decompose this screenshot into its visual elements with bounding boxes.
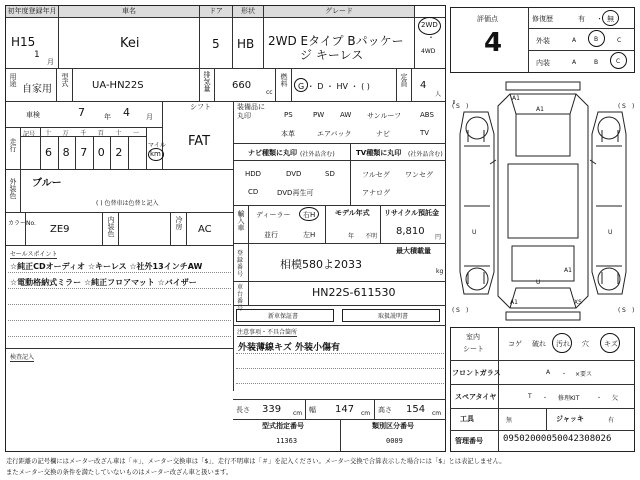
sales-line1: ☆純正CDオーディオ ☆キーレス ☆社外13インチAW: [10, 262, 203, 271]
width-value: 147: [335, 404, 355, 415]
shape-header: 形状: [233, 6, 263, 17]
repair-dot: ・: [596, 15, 603, 23]
drive-dot: ・: [427, 33, 435, 42]
ext-grade-c: C: [617, 37, 622, 44]
height-unit: cm: [432, 410, 442, 417]
height-label: 高さ: [378, 406, 392, 414]
navi-label: ナビ種類に丸印: [248, 149, 297, 157]
mileage-col-head: 十: [45, 130, 52, 137]
color-no-label: カラーNo.: [8, 220, 36, 227]
dmg-u-top: U: [472, 229, 477, 236]
type-no-label: 型式指定番号: [262, 422, 304, 430]
recycle-label: リサイクル預託金: [384, 209, 440, 217]
mgmt-label: 管理番号: [455, 437, 483, 445]
sales-line2: ☆電動格納式ミラー ☆純正フロアマット ☆バイザー: [10, 278, 197, 287]
tv-sub: (社外品含む): [408, 151, 443, 158]
displacement-value: 660: [232, 80, 252, 91]
svg-text:S: S: [456, 307, 460, 314]
footer-line1: 走行距離の記号欄にはメーター改ざん車は「＊」、メーター交換車は「$」、走行不明車は「＃」を記入ください。メーター交換で合算表示した場合には「$」とは表記しません。: [6, 458, 506, 465]
notes-label: 注意事項・不具合箇所: [237, 329, 298, 336]
capacity-unit: 人: [435, 91, 442, 98]
spare-dot1: ・: [542, 395, 549, 402]
model-year-unit: 年: [348, 233, 355, 240]
car-name-header: 車名: [59, 6, 199, 17]
inspection-year: 7: [78, 106, 85, 119]
int-grade-a: A: [572, 59, 577, 66]
front-glass-dot: ・: [561, 371, 568, 378]
model-label: 型式: [61, 73, 69, 87]
repair-label: 修復歴: [532, 15, 553, 23]
interior-color-label: 内装色: [107, 216, 115, 237]
room-sheet-label1: 室内: [466, 333, 480, 341]
tv-oneseg: ワンセグ: [405, 171, 433, 179]
front-glass-label: フロントガラス: [452, 369, 501, 377]
width-label: 幅: [309, 406, 316, 414]
shift-value: FAT: [188, 134, 211, 149]
dmg-xs: XS: [574, 299, 582, 306]
dmg-a1-bottom: A1: [510, 299, 518, 306]
svg-text:): ): [632, 103, 635, 110]
shift-label: シフト: [190, 103, 211, 111]
width-unit: cm: [361, 410, 371, 417]
room-item: コゲ: [508, 340, 522, 348]
first-reg-month-unit: 月: [47, 58, 54, 66]
equipment-item: ABS: [420, 111, 434, 119]
tools-value: 無: [506, 417, 513, 424]
room-item: 穴: [582, 340, 589, 348]
svg-text:S: S: [622, 103, 626, 110]
recycle-value: 8,810: [396, 226, 425, 237]
capacity-value: 4: [420, 80, 427, 91]
first-reg-era: H15: [11, 35, 36, 49]
dmg-a1-low: A1: [564, 267, 572, 274]
inspection-month: 4: [123, 106, 130, 119]
manual: 取扱説明書: [378, 313, 409, 320]
sales-label: セールスポイント: [10, 251, 58, 258]
color-no-value: ZE9: [50, 224, 70, 235]
room-item: キズ: [604, 340, 618, 348]
model-year-label: モデル年式: [335, 209, 370, 217]
equipment-label: 装備品に丸印: [237, 103, 265, 120]
reg-no-value: 相模580よ2033: [280, 258, 362, 271]
svg-text:): ): [466, 307, 469, 314]
equipment-item: 本革: [281, 130, 295, 138]
room-sheet-label2: シート: [463, 345, 484, 353]
dmg-a1-top: A1: [512, 95, 520, 102]
svg-text:S: S: [456, 103, 460, 110]
equipment-item: PS: [284, 111, 293, 119]
use-value: 自家用: [22, 84, 52, 95]
import-left-handle: 左H: [303, 231, 316, 239]
mileage-symbol-label: 記号: [23, 131, 36, 138]
cc-unit: cc: [266, 89, 273, 96]
exterior-color: ブルー: [32, 178, 62, 189]
dmg-u-bot: U: [536, 279, 541, 286]
score-label: 評価点: [477, 15, 498, 23]
model-year-unknown: 不明: [365, 233, 378, 240]
ext-grade-a: A: [572, 37, 577, 44]
repair-yes: 有: [578, 15, 585, 23]
mileage-label: 走行: [9, 138, 17, 152]
equipment-item: PW: [313, 111, 325, 119]
door-value: 5: [212, 37, 220, 51]
svg-text:): ): [632, 307, 635, 314]
drive-4wd: 4WD: [421, 48, 436, 55]
front-glass-x: ×要ス: [575, 371, 593, 378]
displacement-label: 排気量: [203, 71, 211, 92]
mileage-digit: 0: [97, 146, 105, 159]
first-reg-month: 1: [34, 50, 40, 60]
fuel-label: 燃料: [280, 73, 288, 87]
mileage-col-head: 万: [62, 130, 69, 137]
car-name-value: Kei: [120, 36, 140, 51]
navi-dvd-play: DVD再生可: [277, 189, 314, 197]
mileage-digit: 7: [80, 146, 88, 159]
equipment-item: AW: [340, 111, 352, 119]
mgmt-value: 09502000050042308026: [503, 434, 612, 444]
dmg-a1-mid: A1: [536, 106, 544, 113]
navi-dvd: DVD: [286, 170, 302, 178]
mileage-col-head: 十: [115, 130, 122, 137]
tv-fullseg: フルセグ: [362, 171, 390, 179]
svg-text:(: (: [618, 307, 621, 314]
mileage-unit-km: km: [150, 150, 161, 158]
svg-text:S: S: [622, 307, 626, 314]
inspection-label: 車検: [26, 111, 40, 119]
use-label: 用途: [9, 73, 17, 87]
room-item: 破れ: [532, 340, 546, 348]
max-load-label: 最大積載量: [396, 247, 431, 255]
navi-sub: (社外品含む): [300, 151, 335, 158]
svg-text:(: (: [452, 103, 455, 110]
mileage-col-head: 百: [97, 130, 104, 137]
car-damage-diagram: [450, 76, 636, 326]
svg-text:(: (: [618, 103, 621, 110]
mileage-digit: 6: [45, 146, 52, 159]
spare-lack: 欠: [612, 395, 619, 402]
int-grade-c: C: [616, 58, 621, 65]
exterior-note: ( ) 色替車は色替と記入: [96, 200, 159, 207]
shape-value: HB: [237, 37, 255, 51]
repair-no: 無: [607, 15, 614, 23]
spare-label: スペアタイヤ: [455, 393, 497, 401]
exterior-label: 外装色: [9, 178, 17, 199]
mileage-col-head: 千: [80, 130, 87, 137]
jack-label: ジャッキ: [556, 415, 584, 423]
footer-line2: またメーター交換の条件を満たしていないものはメーター改ざん車と扱います。: [6, 469, 233, 476]
first-reg-header: 初年度登録年月: [7, 7, 57, 15]
length-value: 339: [262, 404, 282, 415]
reg-no-label: 登録番号: [237, 250, 244, 278]
chassis-label: 車台番号: [237, 284, 244, 312]
inspector-label: 検査記入: [10, 354, 35, 361]
grade-header: グレード: [264, 6, 414, 17]
tv-label: TV種類に丸印: [356, 149, 402, 157]
import-dealer: ディーラー: [256, 211, 291, 219]
length-unit: cm: [293, 410, 303, 417]
navi-cd: CD: [248, 188, 259, 196]
height-value: 154: [406, 404, 426, 415]
navi-sd: SD: [325, 170, 335, 178]
type-no-value: 11363: [276, 437, 298, 445]
equipment-item: ナビ: [376, 130, 390, 138]
front-glass-a: A: [546, 369, 551, 376]
import-right-handle: 右H: [303, 211, 316, 219]
ext-grade-b: B: [594, 36, 599, 43]
equipment-item: エアバック: [317, 130, 352, 138]
chassis-value: HN22S-611530: [312, 286, 396, 299]
spare-kit: 修理KIT: [558, 395, 580, 402]
room-item: 汚れ: [556, 340, 570, 348]
dmg-u-mid: U: [608, 229, 613, 236]
model-value: UA-HN22S: [92, 80, 144, 91]
spare-dot2: ・: [596, 395, 603, 402]
door-header: ドア: [200, 6, 232, 17]
int-grade-label: 内装: [536, 59, 550, 67]
tv-analog: アナログ: [362, 189, 390, 197]
grade-line2: ジ キーレス: [300, 48, 364, 62]
cat-no-label: 類別区分番号: [372, 422, 414, 430]
score-value: 4: [484, 28, 503, 58]
ac-label: 冷房: [175, 216, 183, 230]
cat-no-value: 0009: [386, 437, 403, 445]
length-label: 長さ: [236, 406, 250, 414]
capacity-label: 定員: [400, 73, 408, 87]
import-label: 輸入車: [237, 210, 245, 231]
svg-text:(: (: [452, 307, 455, 314]
equipment-item: サンルーフ: [367, 112, 402, 120]
mileage-unit-mile: マイル: [148, 142, 166, 149]
tools-label: 工具: [460, 415, 474, 423]
drive-2wd: 2WD: [421, 21, 438, 29]
max-load-unit: kg: [436, 268, 444, 275]
navi-hdd: HDD: [245, 170, 262, 178]
mileage-digit: 8: [62, 146, 70, 159]
ac-value: AC: [198, 224, 212, 235]
fuel-options: G ・ D ・ HV ・ ( ): [298, 82, 370, 91]
jack-value: 有: [608, 417, 615, 424]
svg-text:): ): [466, 103, 469, 110]
notes-value: 外装薄線キズ 外装小傷有: [238, 343, 340, 353]
inspection-month-unit: 月: [146, 113, 153, 121]
mileage-digit: 2: [115, 146, 123, 159]
int-grade-b: B: [594, 59, 599, 66]
import-parallel: 並行: [264, 231, 278, 239]
recycle-unit: 円: [435, 234, 442, 241]
mileage-col-head: 一: [133, 130, 140, 137]
ext-grade-label: 外装: [536, 37, 550, 45]
inspection-year-unit: 年: [104, 113, 111, 121]
grade-line1: 2WD Eタイプ Bパッケー: [268, 34, 404, 48]
equipment-item: TV: [420, 129, 430, 137]
spare-t: T: [528, 393, 532, 400]
new-car-warranty: 新車保証書: [268, 313, 299, 320]
